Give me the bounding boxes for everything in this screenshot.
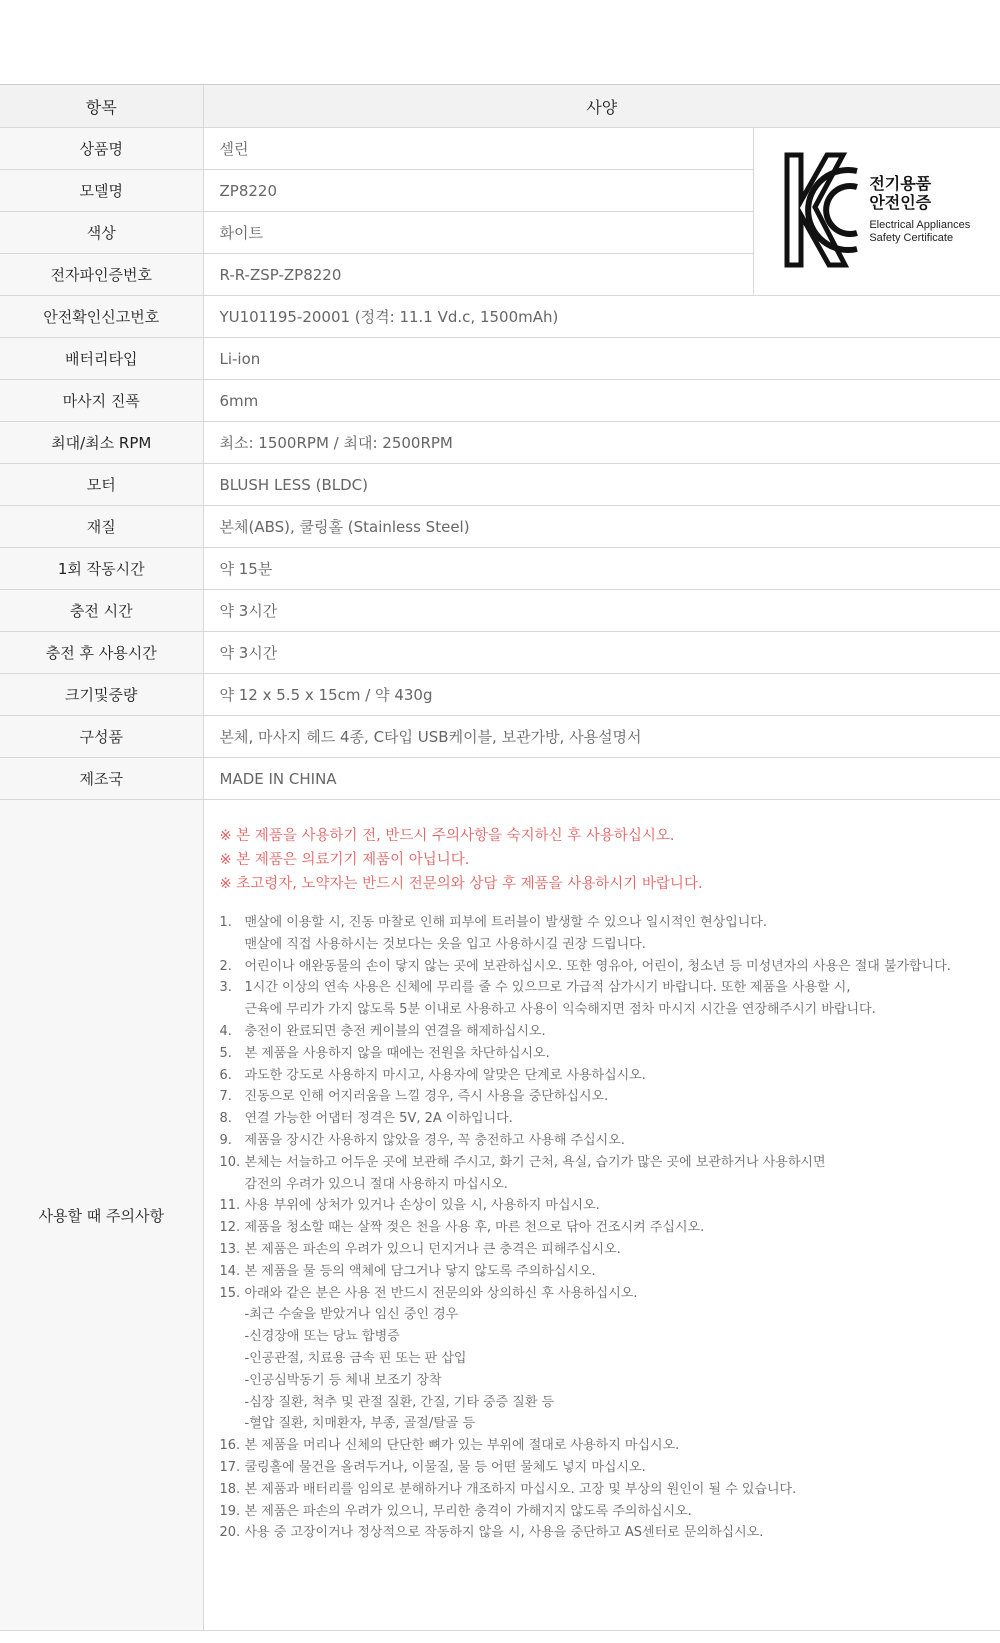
notice-item	[220, 1283, 985, 1436]
table-row	[0, 758, 1000, 800]
notice-number: 12.	[219, 1220, 241, 1236]
notes-row	[0, 800, 1000, 1631]
row-value: 본체(ABS), 쿨링홀 (Stainless Steel)	[203, 506, 1000, 548]
notice-number: 7.	[219, 1089, 232, 1105]
notice-number: 13.	[219, 1241, 241, 1257]
spec-table	[0, 84, 1000, 1631]
notice-number: 5.	[219, 1045, 232, 1061]
row-value: 화이트	[203, 212, 753, 254]
row-value: BLUSH LESS (BLDC)	[203, 464, 1000, 506]
notice-line: 감전의 우려가 있으니 절대 사용하지 마십시오.	[244, 1176, 508, 1192]
notice-line: -혈압 질환, 치매환자, 부종, 골절/탈골 등	[244, 1416, 475, 1432]
row-label: 크기및중량	[0, 674, 203, 716]
notice-text	[245, 912, 985, 956]
notice-item	[220, 1130, 985, 1152]
notice-line: 본체는 서늘하고 어두운 곳에 보관해 주시고, 화기 근처, 욕실, 습기가 많은 곳에 보관하거나 사용하시면	[244, 1154, 826, 1170]
row-label: 모터	[0, 464, 203, 506]
notice-line: -인공심박동기 등 체내 보조기 장착	[244, 1372, 442, 1388]
row-label: 충전 시간	[0, 590, 203, 632]
notice-line: 쿨링홀에 물건을 올려두거나, 이물질, 물 등 어떤 물체도 넣지 마십시오.	[244, 1459, 646, 1475]
table-row	[0, 506, 1000, 548]
notice-number: 10.	[219, 1154, 241, 1170]
notice-number: 3.	[219, 980, 232, 996]
notice-number: 14.	[219, 1263, 241, 1279]
row-label: 안전확인신고번호	[0, 296, 203, 338]
notice-line: 아래와 같은 분은 사용 전 반드시 전문의와 상의하신 후 사용하십시오.	[244, 1285, 638, 1301]
notice-line: 본 제품을 사용하지 않을 때에는 전원을 차단하십시오.	[244, 1045, 550, 1061]
notice-item	[220, 1086, 985, 1108]
row-label: 최대/최소 RPM	[0, 422, 203, 464]
row-value: 본체, 마사지 헤드 4종, C타입 USB케이블, 보관가방, 사용설명서	[203, 716, 1000, 758]
row-label: 구성품	[0, 716, 203, 758]
notice-line: 본 제품을 물 등의 액체에 담그거나 닿지 않도록 주의하십시오.	[244, 1263, 596, 1279]
notice-item	[220, 912, 985, 956]
notice-text	[245, 1108, 985, 1130]
table-row	[0, 674, 1000, 716]
notice-number: 17.	[219, 1459, 241, 1475]
row-value: 6mm	[203, 380, 1000, 422]
table-row	[0, 128, 1000, 170]
notice-text	[245, 1457, 985, 1479]
table-row	[0, 296, 1000, 338]
row-value: YU101195-20001 (정격: 11.1 Vd.c, 1500mAh)	[203, 296, 1000, 338]
kc-en-line2: Safety Certificate	[869, 231, 954, 244]
table-row	[0, 464, 1000, 506]
row-value: 최소: 1500RPM / 최대: 2500RPM	[203, 422, 1000, 464]
notice-number: 11.	[219, 1198, 241, 1214]
kc-certificate	[753, 128, 1000, 296]
notice-line: 맨살에 직접 사용하시는 것보다는 옷을 입고 사용하시길 권장 드립니다.	[244, 936, 646, 952]
row-value: 약 3시간	[203, 590, 1000, 632]
notice-text	[245, 1522, 985, 1544]
notice-item	[220, 1435, 985, 1457]
row-label: 배터리타입	[0, 338, 203, 380]
row-label: 상품명	[0, 128, 203, 170]
notice-item	[220, 1152, 985, 1196]
notice-text	[245, 1435, 985, 1457]
warning-item: ※ 본 제품은 의료기기 제품이 아닙니다.	[219, 852, 470, 868]
header-label: 항목	[0, 85, 203, 128]
table-row	[0, 380, 1000, 422]
kc-en-line1: Electrical Appliances	[869, 218, 971, 231]
notice-item	[220, 1108, 985, 1130]
notice-line: 근육에 무리가 가지 않도록 5분 이내로 사용하고 사용이 익숙해지면 점차 마시지 시간을 연장해주시기 바랍니다.	[244, 1002, 876, 1018]
spec-body	[0, 128, 1000, 1631]
kc-text	[869, 174, 970, 245]
notice-item	[220, 1043, 985, 1065]
table-row	[0, 590, 1000, 632]
notice-line: 어린이나 애완동물의 손이 닿지 않는 곳에 보관하십시오. 또한 영유아, 어린이, 청소년 등 미성년자의 사용은 절대 불가합니다.	[244, 958, 951, 974]
warning-list	[220, 824, 985, 896]
row-value: MADE IN CHINA	[203, 758, 1000, 800]
row-label: 재질	[0, 506, 203, 548]
row-label: 전자파인증번호	[0, 254, 203, 296]
table-row	[0, 632, 1000, 674]
kc-title-line1: 전기용품	[869, 174, 932, 194]
notice-text	[245, 977, 985, 1021]
notice-item	[220, 1021, 985, 1043]
notice-text	[245, 1086, 985, 1108]
row-value: ZP8220	[203, 170, 753, 212]
notice-line: 연결 가능한 어댑터 정격은 5V, 2A 이하입니다.	[244, 1111, 513, 1127]
notice-text	[245, 1261, 985, 1283]
notice-line: 제품을 장시간 사용하지 않았을 경우, 꼭 충전하고 사용해 주십시오.	[244, 1132, 625, 1148]
notice-text	[245, 1130, 985, 1152]
table-row	[0, 548, 1000, 590]
row-value: 셀린	[203, 128, 753, 170]
notice-item	[220, 1195, 985, 1217]
table-row	[0, 338, 1000, 380]
notice-line: -최근 수술을 받았거나 임신 중인 경우	[244, 1307, 459, 1323]
notice-line: 사용 부위에 상처가 있거나 손상이 있을 시, 사용하지 마십시오.	[244, 1198, 600, 1214]
notice-number: 19.	[219, 1503, 241, 1519]
header-value: 사양	[203, 85, 1000, 128]
row-value: R-R-ZSP-ZP8220	[203, 254, 753, 296]
notice-item	[220, 1457, 985, 1479]
notes-content	[203, 800, 1000, 1631]
table-header-row	[0, 85, 1000, 128]
notice-number: 18.	[219, 1481, 241, 1497]
notice-text	[245, 1065, 985, 1087]
row-label: 색상	[0, 212, 203, 254]
notice-item	[220, 1479, 985, 1501]
notice-item	[220, 1522, 985, 1544]
row-label: 마사지 진폭	[0, 380, 203, 422]
notice-text	[245, 1479, 985, 1501]
kc-title-line2: 안전인증	[869, 193, 932, 213]
row-value: 약 3시간	[203, 632, 1000, 674]
notice-item	[220, 956, 985, 978]
table-row	[0, 422, 1000, 464]
notice-text	[245, 1217, 985, 1239]
notice-text	[245, 956, 985, 978]
notice-number: 9.	[219, 1132, 232, 1148]
notice-text	[245, 1152, 985, 1196]
notice-line: 제품을 청소할 때는 살짝 젖은 천을 사용 후, 마른 천으로 닦아 건조시켜 주십시오.	[244, 1220, 705, 1236]
notice-number: 6.	[219, 1067, 232, 1083]
notice-number: 16.	[219, 1438, 241, 1454]
row-label: 충전 후 사용시간	[0, 632, 203, 674]
row-label: 모델명	[0, 170, 203, 212]
notice-number: 2.	[219, 958, 232, 974]
notice-text	[245, 1501, 985, 1523]
notice-line: 본 제품을 머리나 신체의 단단한 뼈가 있는 부위에 절대로 사용하지 마십시오.	[244, 1438, 680, 1454]
notice-line: 본 제품은 파손의 우려가 있으니 던지거나 큰 충격은 피해주십시오.	[244, 1241, 621, 1257]
notice-line: 과도한 강도로 사용하지 마시고, 사용자에 알맞은 단계로 사용하십시오.	[244, 1067, 646, 1083]
notice-text	[245, 1239, 985, 1261]
notice-number: 1.	[219, 915, 232, 930]
row-label: 제조국	[0, 758, 203, 800]
notice-line: 1시간 이상의 연속 사용은 신체에 무리를 줄 수 있으므로 가급적 삼가시기 바랍니다. 또한 제품을 사용할 시,	[244, 980, 851, 996]
notice-text	[245, 1195, 985, 1217]
notice-text	[245, 1283, 985, 1436]
warning-item: ※ 본 제품을 사용하기 전, 반드시 주의사항을 숙지하신 후 사용하십시오.	[219, 828, 675, 844]
table-row	[0, 716, 1000, 758]
notes-label: 사용할 때 주의사항	[0, 800, 203, 1631]
notice-item	[220, 1065, 985, 1087]
notice-line: -심장 질환, 척추 및 관절 질환, 간질, 기타 중증 질환 등	[244, 1394, 555, 1410]
notice-list	[220, 912, 985, 1544]
notice-line: 사용 중 고장이거나 정상적으로 작동하지 않을 시, 사용을 중단하고 AS센터로 문의하십시오.	[244, 1525, 764, 1541]
notice-item	[220, 1261, 985, 1283]
notice-item	[220, 1501, 985, 1523]
notice-number: 8.	[219, 1111, 232, 1127]
notice-number: 4.	[219, 1023, 232, 1039]
notice-text	[245, 1021, 985, 1043]
notice-line: -인공관절, 치료용 금속 핀 또는 판 삽입	[244, 1350, 467, 1366]
notice-text	[245, 1043, 985, 1065]
notice-item	[220, 1217, 985, 1239]
row-label: 1회 작동시간	[0, 548, 203, 590]
notice-line: -신경장애 또는 당뇨 합병증	[244, 1329, 400, 1345]
notice-line: 충전이 완료되면 충전 케이블의 연결을 해제하십시오.	[244, 1023, 546, 1039]
notice-number: 20.	[219, 1525, 241, 1541]
notice-line: 본 제품과 배터리를 임의로 분해하거나 개조하지 마십시오. 고장 및 부상의 원인이 될 수 있습니다.	[244, 1481, 797, 1497]
notice-item	[220, 977, 985, 1021]
kc-mark	[783, 151, 970, 269]
notice-number: 15.	[219, 1285, 241, 1301]
row-value: 약 12 x 5.5 x 15cm / 약 430g	[203, 674, 1000, 716]
notice-line: 본 제품은 파손의 우려가 있으니, 무리한 충격이 가해지지 않도록 주의하십시오.	[244, 1503, 692, 1519]
notice-item	[220, 1239, 985, 1261]
row-value: Li-ion	[203, 338, 1000, 380]
notice-line: 진동으로 인해 어지러움을 느낄 경우, 즉시 사용을 중단하십시오.	[244, 1089, 609, 1105]
notice-line: 맨살에 이용할 시, 진동 마찰로 인해 피부에 트러블이 발생할 수 있으나 일시적인 현상입니다.	[244, 915, 767, 930]
row-value: 약 15분	[203, 548, 1000, 590]
warning-item: ※ 초고령자, 노약자는 반드시 전문의와 상담 후 제품을 사용하시기 바랍니다.	[219, 876, 703, 892]
kc-logo-icon	[783, 151, 861, 269]
